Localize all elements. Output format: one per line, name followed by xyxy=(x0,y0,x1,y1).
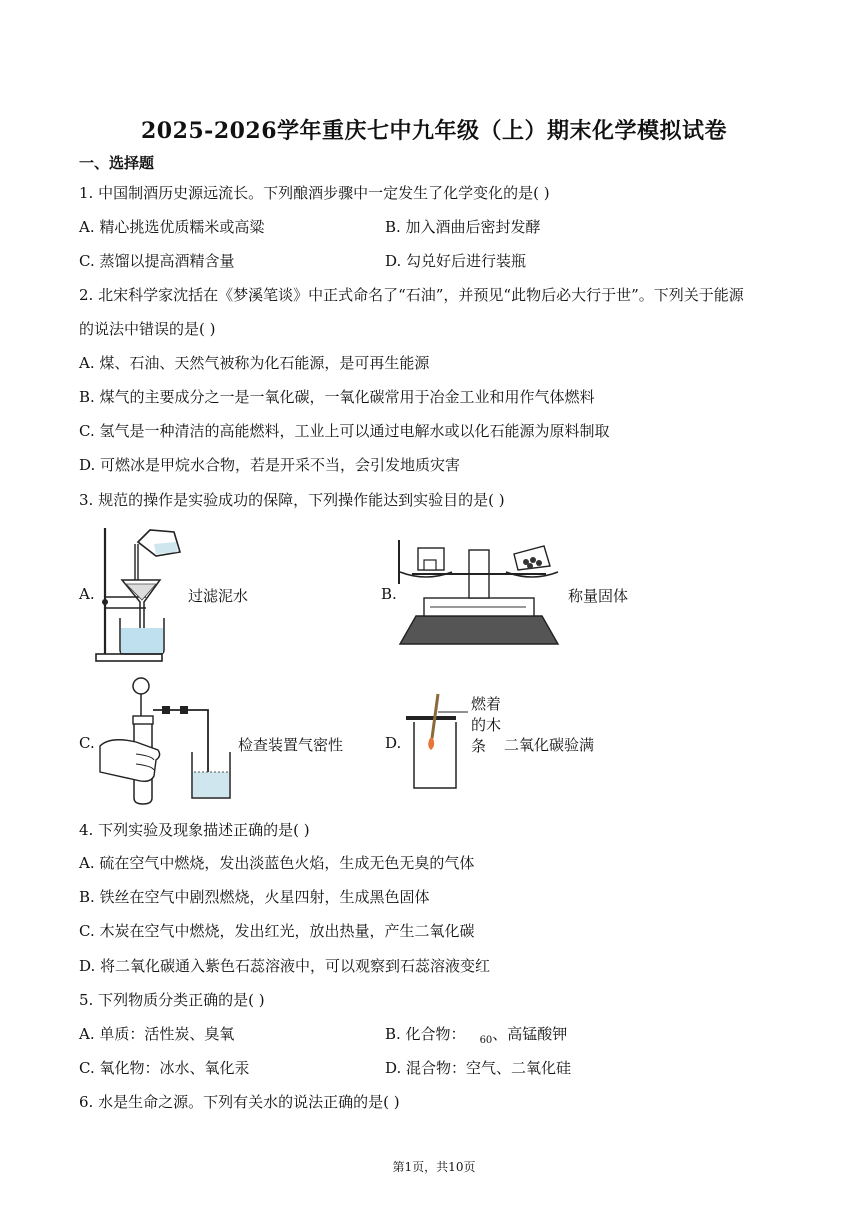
q5-option-b xyxy=(385,1023,567,1046)
q3-stem: 3. 规范的操作是实验成功的保障，下列操作能达到实验目的是( ) xyxy=(79,491,505,509)
d-label-line3: 条 xyxy=(471,737,487,755)
q2-stem-line1: 2. 北宋科学家沈括在《梦溪笔谈》中正式命名了“石油”，并预见“此物后必大行于世”。下列关于能源 xyxy=(79,286,744,304)
page-footer: 第1页，共10页 xyxy=(392,1160,476,1174)
q5-option-d: D. 混合物：空气、二氧化硅 xyxy=(385,1059,572,1077)
q2-option-d: D. 可燃冰是甲烷水合物，若是开采不当，会引发地质灾害 xyxy=(79,456,461,474)
filtration-apparatus-figure xyxy=(94,522,190,664)
q4-option-b: B. 铁丝在空气中剧烈燃烧，火星四射，生成黑色固体 xyxy=(79,888,430,906)
q2-stem-line2: 的说法中错误的是( ) xyxy=(79,320,216,338)
q1-stem: 1. 中国制酒历史源远流长。下列酿酒步骤中一定发生了化学变化的是( ) xyxy=(79,184,550,202)
q3-option-b-caption: 称量固体 xyxy=(568,587,629,605)
balance-scale-figure xyxy=(396,540,562,646)
q5-stem: 5. 下列物质分类正确的是( ) xyxy=(79,991,265,1009)
q1-option-a: A. 精心挑选优质糯米或高粱 xyxy=(79,218,265,236)
q3-option-a-letter: A. xyxy=(79,585,95,603)
q2-option-a: A. 煤、石油、天然气被称为化石能源，是可再生能源 xyxy=(79,354,430,372)
q5-option-b-prefix: B. 化合物： xyxy=(385,1025,466,1043)
airtightness-check-figure xyxy=(96,676,236,806)
q4-option-c: C. 木炭在空气中燃烧，发出红光，放出热量，产生二氧化碳 xyxy=(79,922,475,940)
d-label-line2: 的木 xyxy=(471,716,502,734)
q3-option-d-caption: 二氧化碳验满 xyxy=(504,736,595,754)
q5-option-b-suffix: 、高锰酸钾 xyxy=(492,1025,568,1043)
q4-stem: 4. 下列实验及现象描述正确的是( ) xyxy=(79,821,310,839)
q3-option-a-caption: 过滤泥水 xyxy=(188,587,249,605)
q5-option-c: C. 氧化物：冰水、氧化汞 xyxy=(79,1059,250,1077)
q4-option-a: A. 硫在空气中燃烧，发出淡蓝色火焰，生成无色无臭的气体 xyxy=(79,854,475,872)
q5-option-b-subscript: 60 xyxy=(479,1035,493,1046)
q1-option-b: B. 加入酒曲后密封发酵 xyxy=(385,218,541,236)
q2-option-b: B. 煤气的主要成分之一是一氧化碳，一氧化碳常用于冶金工业和用作气体燃料 xyxy=(79,388,595,406)
section-heading: 一、选择题 xyxy=(79,154,155,172)
co2-full-test-figure xyxy=(400,692,470,792)
q1-option-d: D. 勾兑好后进行装瓶 xyxy=(385,252,527,270)
q2-option-c: C. 氢气是一种清洁的高能燃料，工业上可以通过电解水或以化石能源为原料制取 xyxy=(79,422,610,440)
page-title: 2025-2026学年重庆七中九年级（上）期末化学模拟试卷 xyxy=(140,118,728,144)
q1-option-c: C. 蒸馏以提高酒精含量 xyxy=(79,252,235,270)
q5-option-a: A. 单质：活性炭、臭氧 xyxy=(79,1025,235,1043)
q6-stem: 6. 水是生命之源。下列有关水的说法正确的是( ) xyxy=(79,1093,400,1111)
d-label-line1: 燃着 xyxy=(471,695,502,713)
q3-option-c-letter: C. xyxy=(79,734,95,752)
q4-option-d: D. 将二氧化碳通入紫色石蕊溶液中，可以观察到石蕊溶液变红 xyxy=(79,957,491,975)
q3-option-c-caption: 检查装置气密性 xyxy=(238,736,344,754)
q3-option-d-letter: D. xyxy=(385,734,402,752)
q3-option-b-letter: B. xyxy=(381,585,397,603)
